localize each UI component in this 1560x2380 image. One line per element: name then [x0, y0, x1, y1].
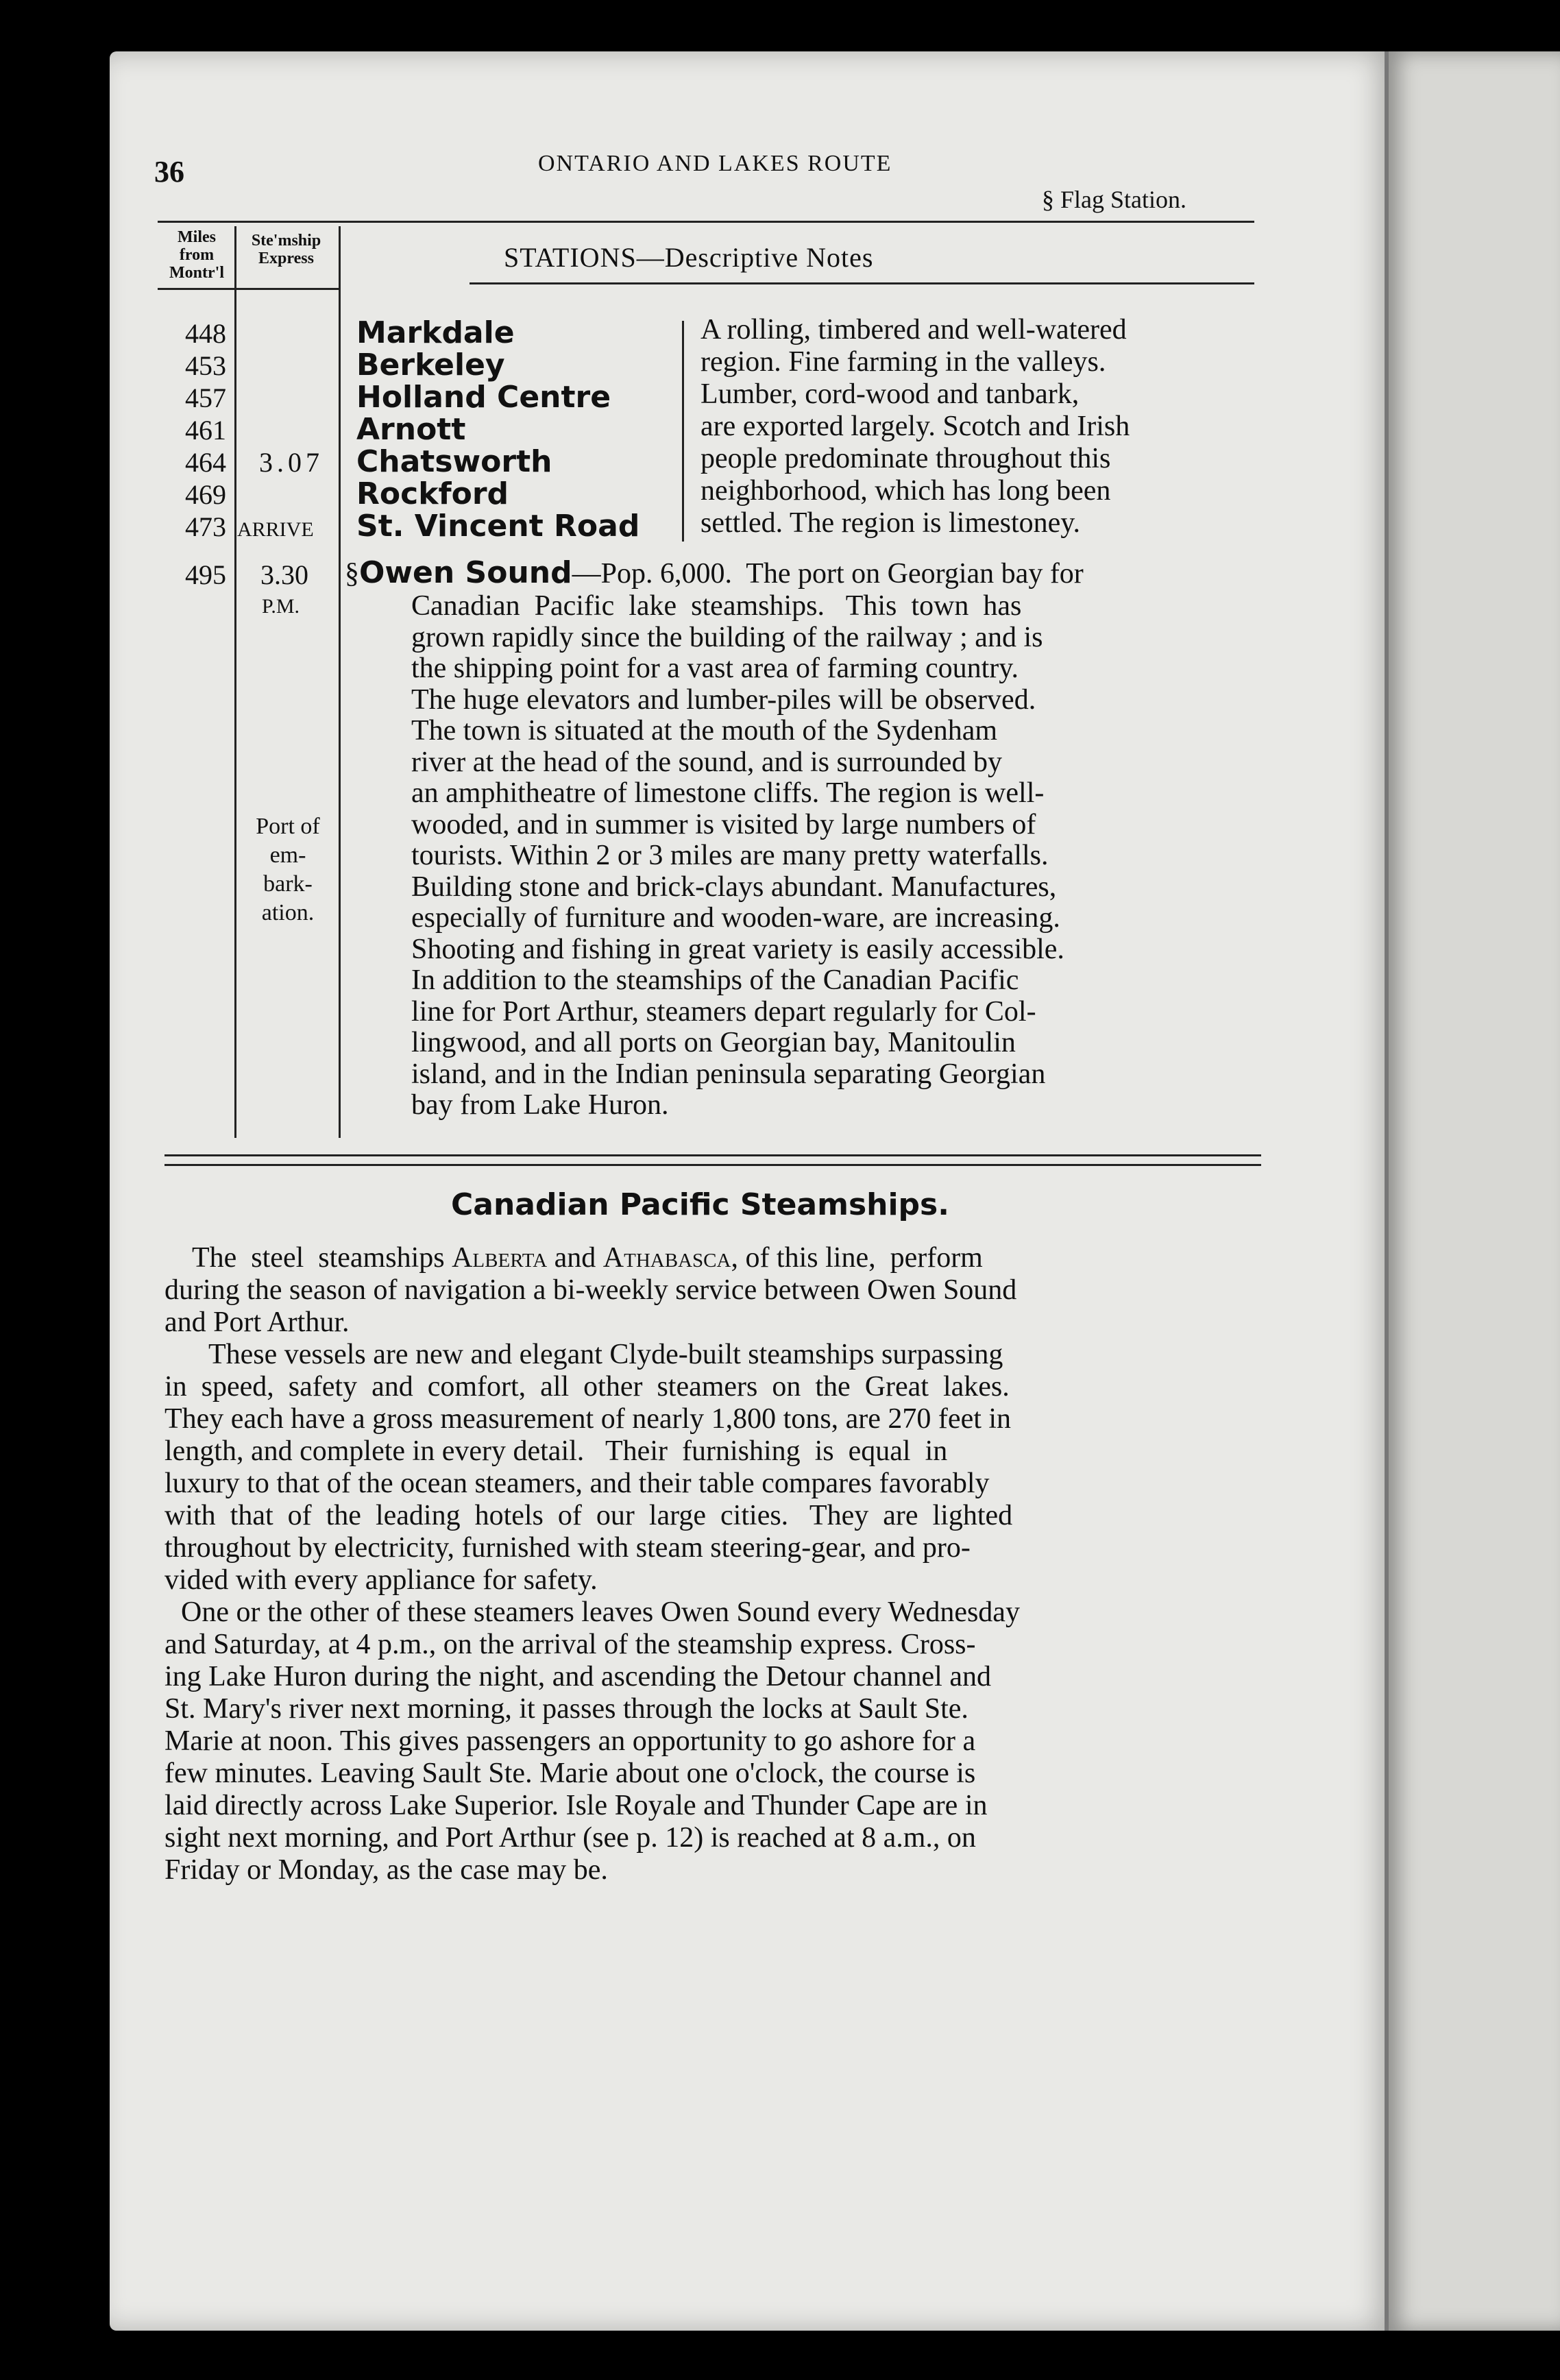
express-time: 3.07: [259, 447, 324, 478]
table-bottom-rule-1: [164, 1154, 1261, 1156]
description-line: wooded, and in summer is visited by large numbers of: [411, 808, 1036, 840]
station-name: Berkeley: [356, 348, 505, 382]
port-note-line: Port of: [256, 814, 320, 839]
owen-sound-description: [411, 591, 1064, 1121]
paragraph-line: [164, 1242, 1020, 1274]
paragraph-line: laid directly across Lake Superior. Isle Royale and Thunder Cape are in: [164, 1790, 988, 1821]
paragraph-line: Marie at noon. This gives passengers an opportunity to go ashore for a: [164, 1725, 976, 1757]
paragraph-line: Friday or Monday, as the case may be.: [164, 1854, 608, 1886]
station-name: Rockford: [356, 476, 509, 511]
station-name: Holland Centre: [356, 380, 611, 415]
table-bottom-rule-2: [164, 1164, 1261, 1166]
flag-station-mark: §: [345, 558, 359, 590]
owen-sound-first-line: [345, 555, 1084, 590]
row-miles: 448: [185, 318, 226, 349]
paragraph-line: One or the other of these steamers leaves Owen Sound every Wednesday: [181, 1596, 1020, 1628]
port-note-line: em-: [269, 842, 306, 868]
paragraph-line: ing Lake Huron during the night, and ascending the Detour channel and: [164, 1661, 991, 1692]
miles-column-divider: [234, 226, 236, 1138]
flag-station-note: § Flag Station.: [1042, 186, 1187, 213]
section-title: Canadian Pacific Steamships.: [451, 1187, 949, 1222]
region-note: [700, 314, 1130, 539]
express-time: 3.30: [260, 559, 308, 590]
row-miles: 461: [185, 415, 226, 446]
port-note-line: ation.: [261, 900, 315, 925]
description-line: The huge elevators and lumber-piles will be observed.: [411, 683, 1036, 716]
port-of-embarkation-note: [236, 812, 339, 927]
pm-label: P.M.: [262, 595, 300, 618]
note-line: neighborhood, which has long been: [700, 475, 1111, 507]
paragraph-line: and Saturday, at 4 p.m., on the arrival of the steamship express. Cross-: [164, 1629, 976, 1660]
paragraph-line: throughout by electricity, furnished with steam steering-gear, and pro-: [164, 1532, 971, 1564]
station-name: Chatsworth: [356, 444, 552, 479]
description-line: Canadian Pacific lake steamships. This town has: [411, 590, 1022, 622]
description-line: an amphitheatre of limestone cliffs. The region is well-: [411, 777, 1045, 809]
adjacent-page-edge: [1385, 51, 1560, 2331]
row-miles: 464: [185, 447, 226, 478]
note-line: Lumber, cord-wood and tanbark,: [700, 378, 1080, 410]
text-run: The steel steamships: [192, 1242, 452, 1274]
paragraph-line: during the season of navigation a bi-weekly service between Owen Sound: [164, 1274, 1017, 1306]
express-header-line: Ste'mship: [251, 232, 321, 250]
note-line: people predominate throughout this: [700, 443, 1111, 474]
station-name: Arnott: [356, 412, 466, 447]
station-name: Owen Sound: [359, 555, 572, 590]
text-run: and: [547, 1242, 603, 1274]
description-line: especially of furniture and wooden-ware, are increasing.: [411, 902, 1060, 934]
station-name: Markdale: [356, 315, 515, 350]
row-miles: 473: [185, 511, 226, 542]
arrive-label: ARRIVE: [237, 518, 314, 541]
paragraph-line: St. Mary's river next morning, it passes through the locks at Sault Ste.: [164, 1693, 968, 1725]
row-miles: 457: [185, 382, 226, 413]
stations-header: [504, 241, 873, 274]
note-line: are exported largely. Scotch and Irish: [700, 411, 1130, 442]
table-top-rule: [158, 221, 1254, 223]
paragraph-line: and Port Arthur.: [164, 1307, 350, 1338]
steamships-paragraphs: [164, 1242, 1020, 1886]
express-column-divider: [339, 226, 341, 1138]
description-line: island, and in the Indian peninsula separating Georgian: [411, 1058, 1046, 1090]
miles-header-line: Montr'l: [169, 264, 224, 282]
description-line: Building stone and brick-clays abundant. Manufactures,: [411, 871, 1057, 903]
description-line: Shooting and fishing in great variety is easily accessible.: [411, 933, 1064, 965]
description-line: grown rapidly since the building of the railway ; and is: [411, 621, 1043, 653]
paragraph-line: length, and complete in every detail. Their furnishing is equal in: [164, 1435, 948, 1467]
miles-column-header: [159, 228, 234, 282]
express-header-line: Express: [258, 250, 314, 267]
express-column-header: [233, 232, 339, 267]
paragraph-line: vided with every appliance for safety.: [164, 1564, 598, 1596]
paragraph-line: sight next morning, and Port Arthur (see p. 12) is reached at 8 a.m., on: [164, 1822, 976, 1854]
paragraph-line: luxury to that of the ocean steamers, and their table compares favorably: [164, 1468, 990, 1499]
owen-sound-intro: —Pop. 6,000. The port on Georgian bay for: [572, 558, 1084, 590]
text-run: , of this line, perform: [731, 1242, 983, 1274]
ship-name-alberta: Alberta: [452, 1242, 548, 1274]
paragraph-line: few minutes. Leaving Sault Ste. Marie about one o'clock, the course is: [164, 1758, 976, 1789]
paragraph-line: These vessels are new and elegant Clyde-built steamships surpassing: [208, 1339, 1003, 1370]
description-line: bay from Lake Huron.: [411, 1089, 669, 1121]
paragraph-line: with that of the leading hotels of our large cities. They are lighted: [164, 1500, 1013, 1531]
description-line: river at the head of the sound, and is surrounded by: [411, 746, 1002, 778]
note-line: region. Fine farming in the valleys.: [700, 346, 1106, 378]
row-miles: 469: [185, 479, 226, 510]
description-line: the shipping point for a vast area of farming country.: [411, 653, 1019, 684]
notes-divider: [682, 321, 684, 542]
stations-header-text: STATIONS—Descriptive Notes: [504, 242, 874, 273]
page-number: 36: [154, 155, 184, 189]
row-miles: 453: [185, 350, 226, 381]
miles-header-line: from: [179, 246, 215, 264]
description-line: tourists. Within 2 or 3 miles are many pretty waterfalls.: [411, 840, 1049, 871]
row-miles: 495: [185, 559, 226, 590]
paragraph-line: They each have a gross measurement of nearly 1,800 tons, are 270 feet in: [164, 1403, 1012, 1435]
port-note-line: bark-: [263, 871, 313, 897]
paragraph-line: in speed, safety and comfort, all other steamers on the Great lakes.: [164, 1371, 1010, 1402]
ship-name-athabasca: Athabasca: [602, 1242, 731, 1274]
running-title: ONTARIO AND LAKES ROUTE: [538, 151, 892, 176]
description-line: The town is situated at the mouth of the Sydenham: [411, 715, 998, 746]
note-line: settled. The region is limestoney.: [700, 507, 1081, 539]
description-line: lingwood, and all ports on Georgian bay, Manitoulin: [411, 1027, 1016, 1058]
note-line: A rolling, timbered and well-watered: [700, 314, 1127, 345]
header-bottom-rule-right: [470, 282, 1254, 284]
description-line: In addition to the steamships of the Canadian Pacific: [411, 964, 1019, 996]
station-name: St. Vincent Road: [356, 509, 640, 544]
miles-header-line: Miles: [178, 228, 216, 246]
description-line: line for Port Arthur, steamers depart regularly for Col-: [411, 995, 1036, 1028]
header-bottom-rule-left: [158, 288, 339, 290]
